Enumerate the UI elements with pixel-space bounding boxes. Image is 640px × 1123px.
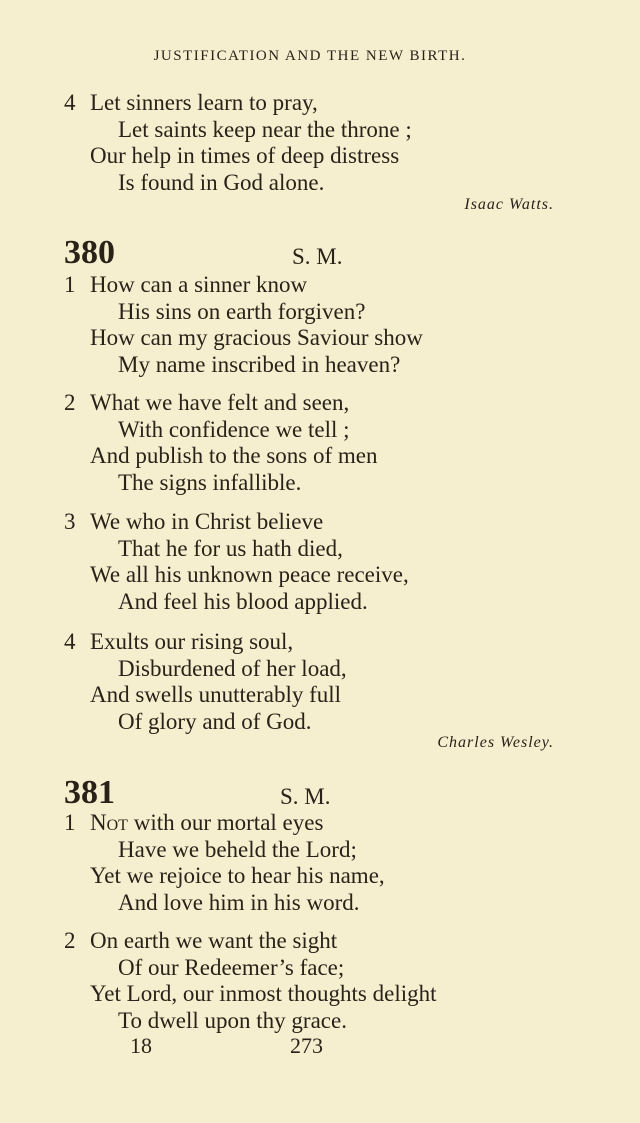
prev-hymn-stanza-4	[64, 90, 584, 196]
stanza-number: 2	[64, 390, 76, 415]
verse-line: 1 How can a sinner know	[64, 272, 308, 297]
verse-line: And publish to the sons of men	[90, 443, 378, 468]
hymn-number: 381	[64, 774, 115, 811]
verse-line: Let saints keep near the throne ;	[118, 116, 412, 142]
verse-line: 2 On earth we want the sight	[64, 928, 338, 953]
hymn-380-stanza-2	[64, 390, 584, 496]
verse-line: We all his unknown peace receive,	[90, 562, 409, 587]
verse-line: And feel his blood applied.	[118, 588, 368, 614]
hymn-380-stanza-3	[64, 509, 584, 615]
verse-line: 3 We who in Christ believe	[64, 509, 324, 534]
verse-line: My name inscribed in heaven?	[118, 351, 401, 377]
stanza-number: 3	[64, 509, 76, 534]
verse-line: And swells unutterably full	[90, 682, 342, 707]
hymn-meter: S. M.	[292, 244, 343, 269]
running-head: JUSTIFICATION AND THE NEW BIRTH.	[153, 48, 467, 64]
verse-line: 4 Exults our rising soul,	[64, 629, 294, 654]
verse-line: 4 Let sinners learn to pray,	[64, 90, 318, 115]
author-attribution: Isaac Watts.	[464, 196, 554, 213]
hymn-381-header	[64, 776, 584, 810]
stanza-number: 4	[64, 90, 76, 115]
verse-line: Of our Redeemer’s face;	[118, 954, 345, 980]
verse-line: How can my gracious Saviour show	[90, 325, 423, 350]
verse-line: To dwell upon thy grace.	[118, 1007, 347, 1033]
verse-line: With confidence we tell ;	[118, 416, 350, 442]
verse-line: The signs infallible.	[118, 469, 302, 495]
hymn-380-header	[64, 236, 584, 270]
verse-line: Disburdened of her load,	[118, 655, 347, 681]
hymn-380-stanza-1	[64, 272, 584, 378]
hymn-meter: S. M.	[280, 784, 331, 809]
verse-line: Have we beheld the Lord;	[118, 836, 357, 862]
hymn-381-stanza-2	[64, 928, 584, 1034]
stanza-number: 2	[64, 928, 76, 953]
signature-mark: 18	[130, 1033, 152, 1058]
verse-line: Yet we rejoice to hear his name,	[90, 863, 385, 888]
author-attribution: Charles Wesley.	[437, 734, 554, 751]
stanza-number: 1	[64, 272, 76, 297]
verse-line: Our help in times of deep distress	[90, 143, 400, 168]
page-number: 273	[290, 1033, 323, 1058]
verse-line: That he for us hath died,	[118, 535, 343, 561]
verse-line: Of glory and of God.	[118, 708, 312, 734]
verse-line: 1 Not with our mortal eyes	[64, 810, 324, 835]
verse-line: Yet Lord, our inmost thoughts delight	[90, 981, 437, 1006]
verse-line: 2 What we have felt and seen,	[64, 390, 350, 415]
stanza-number: 4	[64, 629, 76, 654]
verse-line: And love him in his word.	[118, 889, 360, 915]
stanza-number: 1	[64, 810, 76, 835]
verse-line: Is found in God alone.	[118, 169, 325, 195]
hymn-380-stanza-4	[64, 629, 584, 735]
verse-line: His sins on earth forgiven?	[118, 298, 366, 324]
hymn-number: 380	[64, 234, 115, 271]
hymn-381-stanza-1	[64, 810, 584, 916]
first-word: Not	[90, 810, 128, 835]
